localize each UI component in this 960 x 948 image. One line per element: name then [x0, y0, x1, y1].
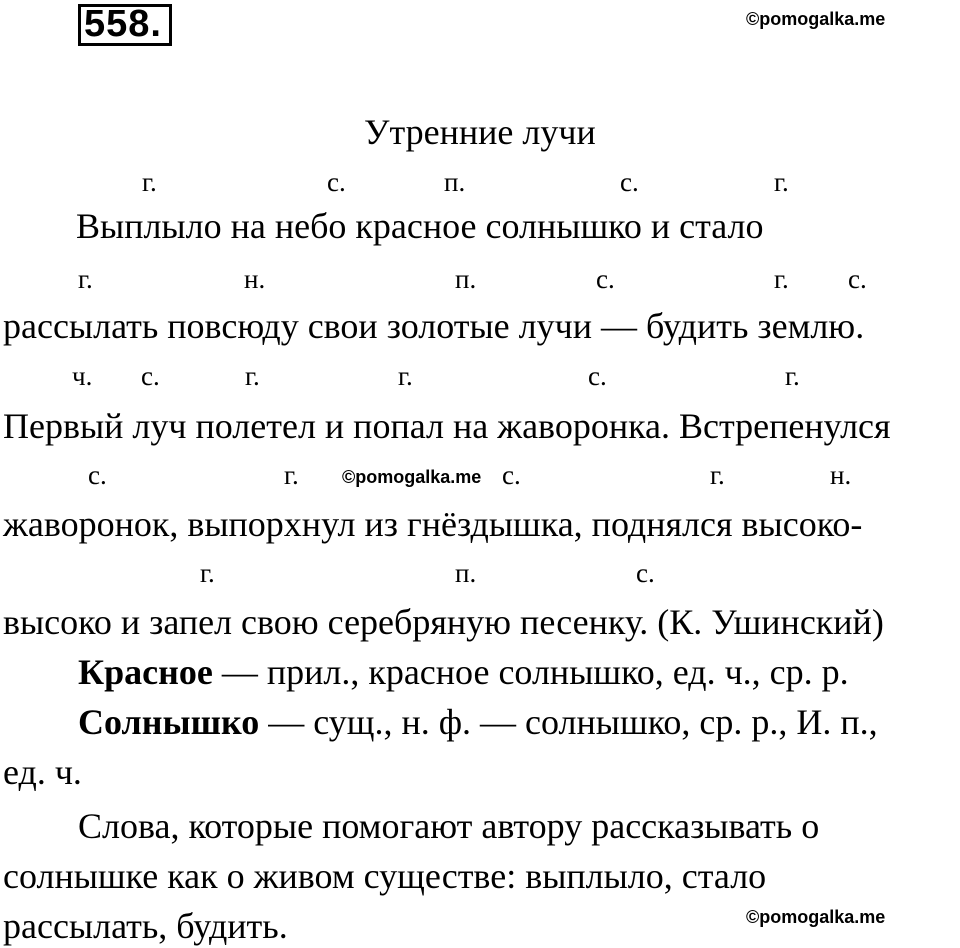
- watermark-middle: ©pomogalka.me: [342, 467, 482, 487]
- watermark-top: ©pomogalka.me: [746, 9, 886, 29]
- exercise-number: [84, 2, 162, 46]
- analysis-solnyshko-cont: ед. ч.: [3, 752, 82, 792]
- part-of-speech-mark: п.: [455, 558, 477, 588]
- part-of-speech-mark: г.: [774, 264, 789, 294]
- conclusion-line-2: солнышке как о живом существе: выплыло, стало: [3, 856, 767, 896]
- text-line-5: высоко и запел свою серебряную песенку. (К. Ушинский): [3, 602, 884, 642]
- part-of-speech-mark: п.: [444, 167, 466, 197]
- part-of-speech-mark: с.: [502, 460, 521, 490]
- analysis-solnyshko: [78, 702, 878, 742]
- part-of-speech-mark: с.: [596, 264, 615, 294]
- part-of-speech-mark: г.: [245, 361, 260, 391]
- part-of-speech-mark: г.: [284, 460, 299, 490]
- text-line-2: рассылать повсюду свои золотые лучи — будить землю.: [3, 306, 865, 346]
- part-of-speech-mark: г.: [200, 558, 215, 588]
- analysis-solnyshko-word: Солнышко: [78, 702, 260, 742]
- part-of-speech-mark: г.: [78, 264, 93, 294]
- part-of-speech-mark: н.: [830, 460, 852, 490]
- exercise-number-dot: .: [150, 3, 162, 45]
- analysis-krasnoe: [78, 652, 849, 692]
- analysis-krasnoe-word: Красное: [78, 652, 213, 692]
- part-of-speech-mark: п.: [455, 264, 477, 294]
- part-of-speech-mark: с.: [588, 361, 607, 391]
- story-title: Утренние лучи: [364, 112, 596, 152]
- part-of-speech-mark: с.: [327, 167, 346, 197]
- text-line-1: Выплыло на небо красное солнышко и стало: [76, 206, 764, 246]
- part-of-speech-mark: с.: [141, 361, 160, 391]
- exercise-number-value: 558: [84, 3, 151, 45]
- part-of-speech-mark: г.: [710, 460, 725, 490]
- part-of-speech-mark: г.: [142, 167, 157, 197]
- analysis-krasnoe-desc: — прил., красное солнышко, ед. ч., ср. р.: [212, 652, 849, 692]
- text-line-3: Первый луч полетел и попал на жаворонка. Встрепенулся: [3, 406, 891, 446]
- part-of-speech-mark: г.: [785, 361, 800, 391]
- part-of-speech-mark: с.: [620, 167, 639, 197]
- part-of-speech-mark: с.: [636, 558, 655, 588]
- part-of-speech-mark: ч.: [72, 361, 93, 391]
- conclusion-line-3: рассылать, будить.: [3, 906, 288, 946]
- part-of-speech-mark: с.: [848, 264, 867, 294]
- part-of-speech-mark: г.: [774, 167, 789, 197]
- watermark-bottom: ©pomogalka.me: [746, 907, 886, 927]
- part-of-speech-mark: г.: [398, 361, 413, 391]
- analysis-solnyshko-desc: — сущ., н. ф. — солнышко, ср. р., И. п.,: [259, 702, 878, 742]
- part-of-speech-mark: н.: [244, 264, 266, 294]
- part-of-speech-mark: с.: [88, 460, 107, 490]
- conclusion-line-1: Слова, которые помогают автору рассказывать о: [78, 806, 820, 846]
- text-line-4: жаворонок, выпорхнул из гнёздышка, поднялся высоко-: [3, 504, 863, 544]
